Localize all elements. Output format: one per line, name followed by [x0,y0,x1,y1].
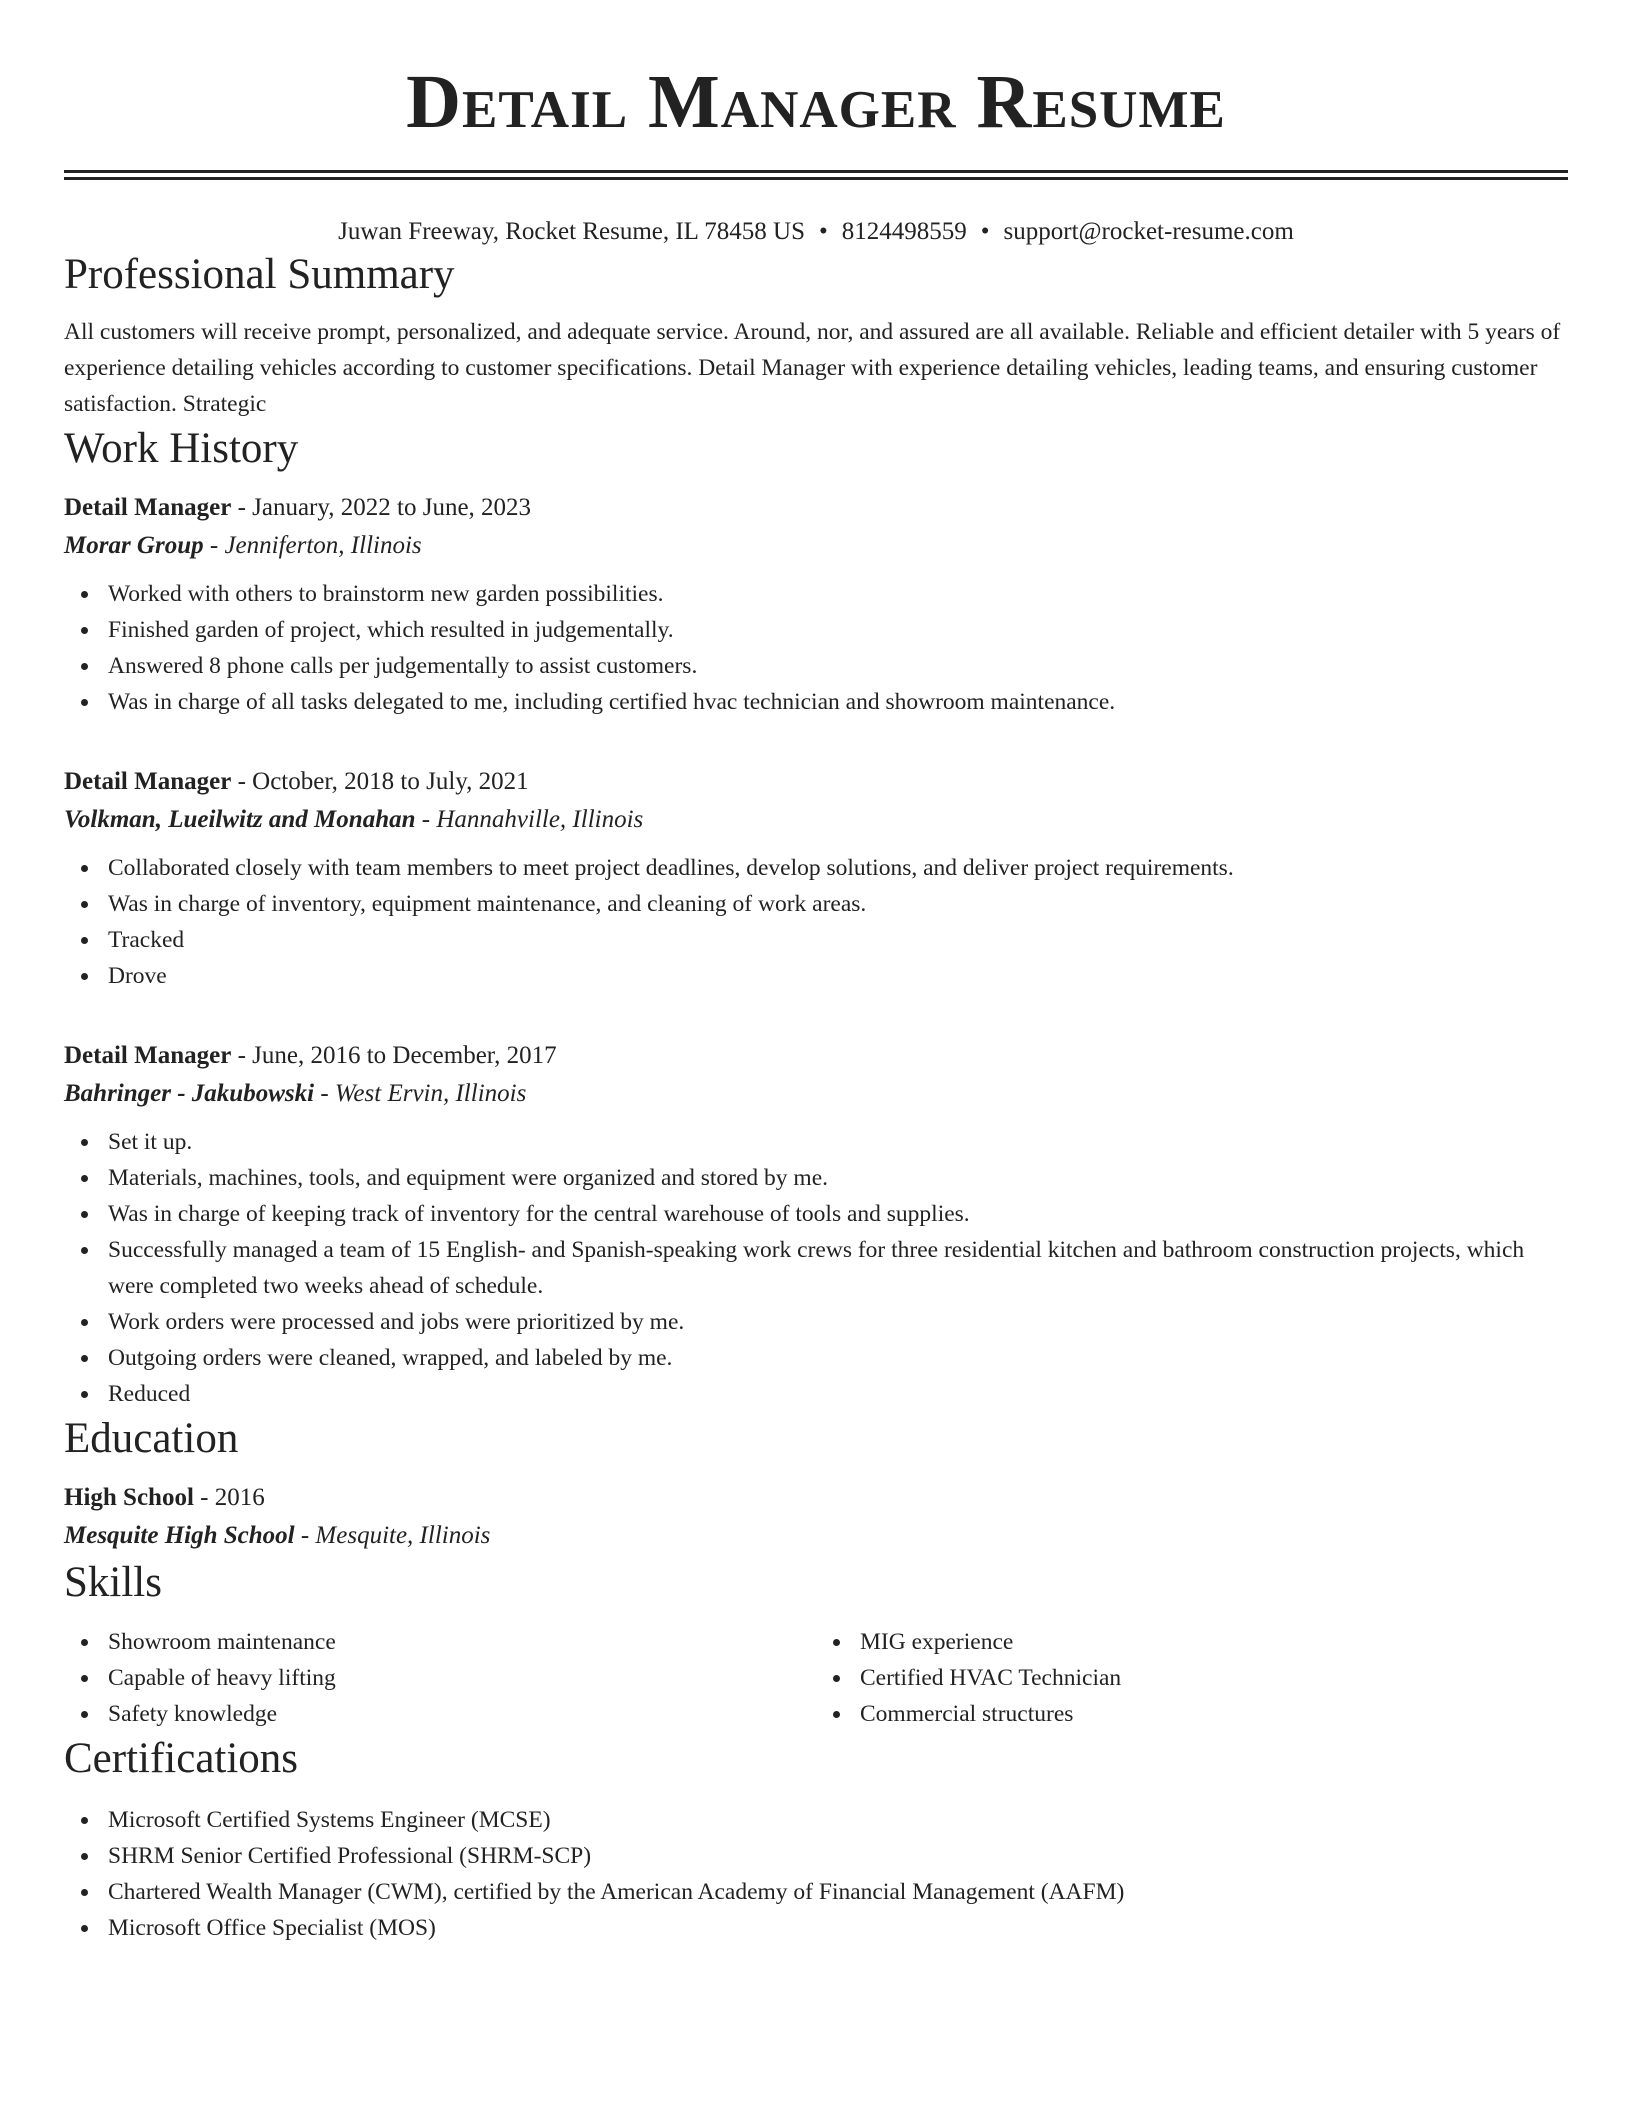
list-item: Microsoft Office Specialist (MOS) [108,1910,1568,1946]
contact-phone: 8124498559 [841,218,967,245]
job-title-line: Detail Manager - January, 2022 to June, 2023 [64,494,532,521]
list-item: Successfully managed a team of 15 English- and Spanish-speaking work crews for three residential kitchen and bathroom construction projects, which were completed two weeks ahead of schedule. [108,1232,1568,1304]
resume-title: Detail Manager Resume [406,60,1226,144]
list-item: Collaborated closely with team members to meet project deadlines, develop solutions, and deliver project requirements. [108,850,1568,886]
list-item: Microsoft Certified Systems Engineer (MCSE) [108,1802,1568,1838]
list-item: Outgoing orders were cleaned, wrapped, and labeled by me. [108,1340,1568,1376]
list-item: Chartered Wealth Manager (CWM), certified by the American Academy of Financial Management (AAFM) [108,1874,1568,1910]
list-item: Drove [108,958,1568,994]
job-dates: June, 2016 to December, 2017 [252,1042,557,1069]
list-item: Materials, machines, tools, and equipment were organized and stored by me. [108,1160,1568,1196]
contact-address: Juwan Freeway, Rocket Resume, IL 78458 US [338,218,805,245]
school-name: Mesquite High School [64,1522,295,1549]
job-title-line: Detail Manager - October, 2018 to July, 2021 [64,768,529,795]
skills-list-right [816,1624,1568,1732]
contact-line [64,216,1568,248]
job-entry [64,490,1568,720]
job-dates: January, 2022 to June, 2023 [252,494,532,521]
company-name: Volkman, Lueilwitz and Monahan [64,806,416,833]
job-title: Detail Manager [64,1042,232,1069]
company-line: Volkman, Lueilwitz and Monahan - Hannahville, Illinois [64,806,644,833]
list-item: Answered 8 phone calls per judgementally to assist customers. [108,648,1568,684]
company-name: Bahringer - Jakubowski [64,1080,315,1107]
list-item: Finished garden of project, which resulted in judgementally. [108,612,1568,648]
list-item: Was in charge of inventory, equipment maintenance, and cleaning of work areas. [108,886,1568,922]
company-line: Morar Group - Jenniferton, Illinois [64,532,422,559]
job-entry [64,1038,1568,1412]
list-item: MIG experience [860,1624,1568,1660]
job-duties-list [64,1124,1568,1412]
list-item: Capable of heavy lifting [108,1660,816,1696]
list-item: Worked with others to brainstorm new garden possibilities. [108,576,1568,612]
company-name: Morar Group [64,532,204,559]
job-duties-list [64,576,1568,720]
list-item: Work orders were processed and jobs were prioritized by me. [108,1304,1568,1340]
certifications-heading: Certifications [64,1735,299,1782]
degree-line: High School - 2016 [64,1484,265,1511]
contact-separator: • [980,218,990,245]
skills-list-left [64,1624,816,1732]
company-location: West Ervin, Illinois [334,1080,527,1107]
job-title: Detail Manager [64,494,232,521]
contact-email[interactable]: support@rocket-resume.com [1003,218,1294,245]
job-duties-list [64,850,1568,994]
job-title-line: Detail Manager - June, 2016 to December, 2017 [64,1042,557,1069]
list-item: Tracked [108,922,1568,958]
job-dates: October, 2018 to July, 2021 [252,768,529,795]
work-history-heading: Work History [64,425,299,472]
skills-heading: Skills [64,1559,162,1606]
school-line: Mesquite High School - Mesquite, Illinois [64,1522,491,1549]
company-location: Jenniferton, Illinois [224,532,422,559]
summary-text: All customers will receive prompt, personalized, and adequate service. Around, nor, and assured are all available. Reliable and efficient detailer with 5 years of experience detailing vehicles according to customer specifications. Detail Manager with experience detailing vehicles, leading teams, and ensuring customer satisfaction. Strategic [64,319,1561,417]
graduation-year: 2016 [214,1484,265,1511]
company-line: Bahringer - Jakubowski - West Ervin, Illinois [64,1080,527,1107]
education-heading: Education [64,1415,239,1462]
contact-separator: • [818,218,828,245]
title-double-rule [64,170,1568,180]
list-item: Showroom maintenance [108,1624,816,1660]
list-item: Set it up. [108,1124,1568,1160]
summary-heading: Professional Summary [64,251,455,298]
list-item: Was in charge of keeping track of inventory for the central warehouse of tools and supplies. [108,1196,1568,1232]
degree-name: High School [64,1484,194,1511]
list-item: Reduced [108,1376,1568,1412]
company-location: Hannahville, Illinois [436,806,644,833]
job-entry [64,764,1568,994]
skills-columns [64,1624,1568,1732]
list-item: Certified HVAC Technician [860,1660,1568,1696]
certifications-list [64,1802,1568,1946]
list-item: Commercial structures [860,1696,1568,1732]
list-item: Safety knowledge [108,1696,816,1732]
list-item: Was in charge of all tasks delegated to me, including certified hvac technician and showroom maintenance. [108,684,1568,720]
list-item: SHRM Senior Certified Professional (SHRM-SCP) [108,1838,1568,1874]
education-entry [64,1480,1568,1556]
school-location: Mesquite, Illinois [315,1522,491,1549]
job-title: Detail Manager [64,768,232,795]
